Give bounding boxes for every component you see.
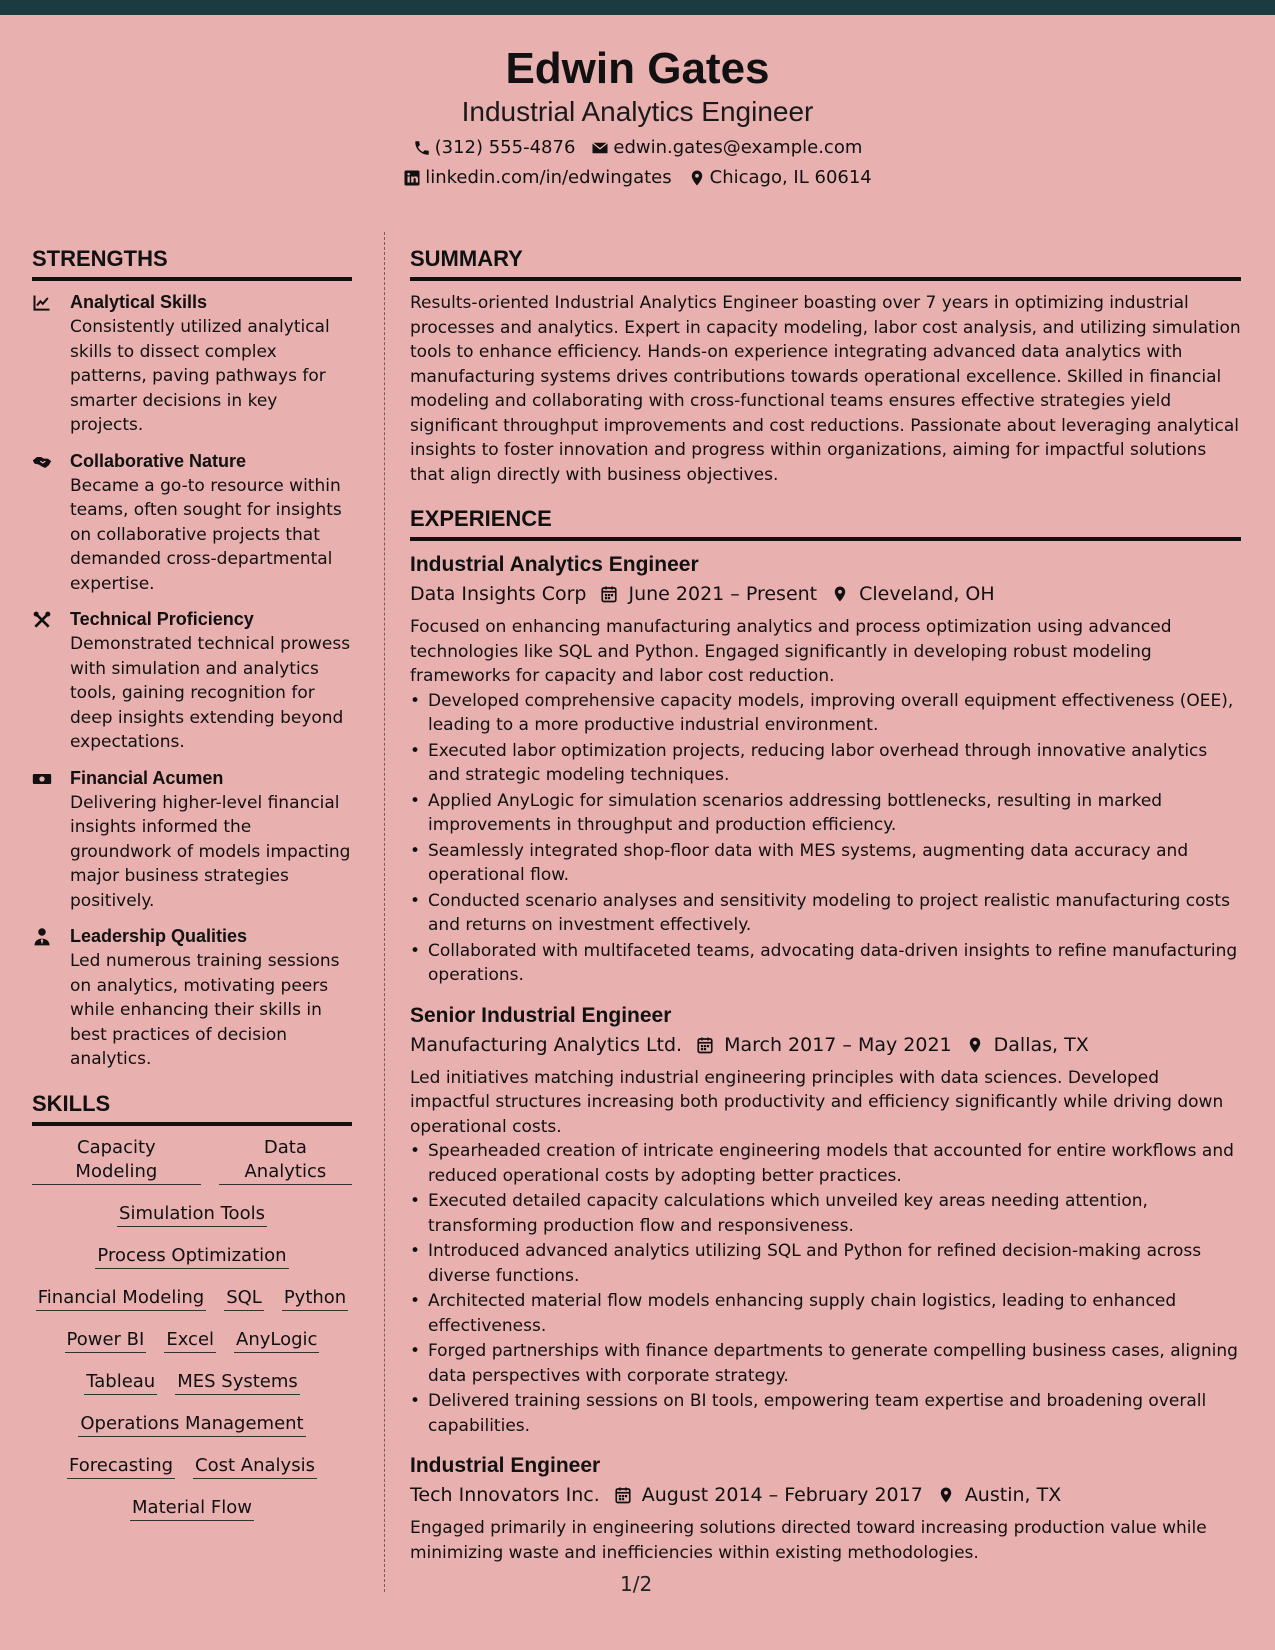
- strength-title: Financial Acumen: [70, 767, 224, 788]
- skill-row: [32, 1454, 352, 1479]
- linkedin-text: linkedin.com/in/edwingates: [425, 167, 672, 188]
- bullet-item: • Conducted scenario analyses and sensitivity modeling to project realistic manufacturing costs and returns on investment effectively.: [410, 889, 1241, 938]
- map-pin-icon: [966, 1036, 984, 1054]
- contact-row-1: [0, 137, 1275, 159]
- job-entry: [410, 1002, 1241, 1439]
- skill-row: [32, 1136, 352, 1185]
- skill-tag: Simulation Tools: [117, 1202, 267, 1227]
- contact-row-2: [0, 167, 1275, 189]
- skill-row: [32, 1370, 352, 1395]
- job-title: Industrial Analytics Engineer: [410, 553, 699, 576]
- skill-row: [32, 1286, 352, 1311]
- experience-heading: EXPERIENCE: [410, 505, 1241, 541]
- skill-tag: Data Analytics: [219, 1136, 352, 1185]
- strength-title: Technical Proficiency: [70, 609, 254, 629]
- map-pin-icon: [937, 1486, 955, 1504]
- skill-tag: SQL: [224, 1286, 264, 1311]
- page-number: 1/2: [620, 1572, 653, 1596]
- job-location: Cleveland, OH: [859, 583, 995, 605]
- skill-row: [32, 1412, 352, 1437]
- skill-tag: Process Optimization: [95, 1244, 288, 1269]
- calendar-icon: [614, 1486, 632, 1504]
- right-column: [410, 245, 1241, 1579]
- email-item: [591, 137, 862, 159]
- skill-tag: Financial Modeling: [36, 1286, 206, 1311]
- skills-list: [32, 1136, 352, 1521]
- candidate-title: Industrial Analytics Engineer: [461, 96, 814, 127]
- skill-row: [32, 1496, 352, 1521]
- strength-item: [32, 925, 352, 1072]
- strength-text: Became a go-to resource within teams, often sought for insights on collaborative projects that demanded cross-departmental expertise.: [70, 475, 342, 594]
- job-location: Dallas, TX: [993, 1033, 1089, 1056]
- bullet-item: • Seamlessly integrated shop-floor data with MES systems, augmenting data accuracy and operational flow.: [410, 839, 1241, 888]
- bullet-item: • Applied AnyLogic for simulation scenarios addressing bottlenecks, resulting in marked improvements in throughput and production efficiency.: [410, 789, 1241, 838]
- skill-row: [32, 1202, 352, 1227]
- calendar-icon: [600, 585, 618, 603]
- phone-item: [413, 137, 576, 159]
- column-divider: [384, 232, 385, 1592]
- bullet-item: • Collaborated with multifaceted teams, advocating data-driven insights to refine manufacturing operations.: [410, 939, 1241, 988]
- skills-heading: SKILLS: [32, 1090, 352, 1126]
- candidate-name: Edwin Gates: [505, 44, 770, 93]
- phone-icon: [413, 139, 431, 157]
- job-bullets: [410, 1139, 1241, 1438]
- job-company: Data Insights Corp: [410, 583, 587, 605]
- handshake-icon: [32, 452, 52, 472]
- skill-tag: Excel: [164, 1328, 216, 1353]
- summary-text: Results-oriented Industrial Analytics Engineer boasting over 7 years in optimizing industrial processes and analytics. Expert in capacity modeling, labor cost analysis, and utilizing simulation tools to enhance efficiency. Hands-on experience integrating advanced data analytics with manufacturing systems drives contributions towards operational excellence. Skilled in financial modeling and collaborating with cross-functional teams ensures effective strategies yield significant throughput improvements and cost reductions. Passionate about leveraging analytical insights to foster innovation and progress within organizations, aiming for impactful solutions that align directly with business objectives.: [410, 293, 1241, 485]
- strength-title: Collaborative Nature: [70, 450, 247, 471]
- skill-tag: Material Flow: [130, 1496, 254, 1521]
- summary-heading: SUMMARY: [410, 245, 1241, 281]
- map-pin-icon: [688, 169, 706, 187]
- job-description: Led initiatives matching industrial engineering principles with data sciences. Developed impactful structures increasing both productivity and efficiency significantly while driving down operational costs.: [410, 1067, 1224, 1137]
- bullet-item: • Introduced advanced analytics utilizing SQL and Python for refined decision-making across diverse functions.: [410, 1239, 1241, 1288]
- envelope-icon: [591, 139, 609, 157]
- bullet-item: • Developed comprehensive capacity models, improving overall equipment effectiveness (OEE), leading to a more productive industrial environment.: [410, 689, 1241, 738]
- bullet-item: • Delivered training sessions on BI tools, empowering team expertise and broadening overall capabilities.: [410, 1389, 1241, 1438]
- job-bullets: [410, 689, 1241, 988]
- location-text: Chicago, IL 60614: [709, 167, 872, 188]
- email-text: edwin.gates@example.com: [613, 137, 863, 158]
- skill-tag: Capacity Modeling: [32, 1136, 201, 1185]
- skill-tag: Tableau: [84, 1370, 157, 1395]
- phone-text: (312) 555-4876: [434, 137, 576, 158]
- strength-item: [32, 767, 352, 914]
- skill-row: [32, 1244, 352, 1269]
- strength-text: Consistently utilized analytical skills to dissect complex patterns, paving pathways for smarter decisions in key projects.: [70, 317, 330, 435]
- job-title: Senior Industrial Engineer: [410, 1003, 672, 1027]
- skill-tag: Forecasting: [67, 1454, 175, 1479]
- strength-title: Analytical Skills: [70, 292, 208, 312]
- bullet-item: • Executed labor optimization projects, reducing labor overhead through innovative analytics and strategic modeling techniques.: [410, 739, 1241, 788]
- job-dates: August 2014 – February 2017: [641, 1484, 923, 1506]
- bullet-item: • Architected material flow models enhancing supply chain logistics, leading to enhanced effectiveness.: [410, 1289, 1241, 1338]
- skill-tag: Cost Analysis: [193, 1454, 317, 1479]
- location-item: [688, 167, 872, 189]
- skill-tag: Operations Management: [78, 1412, 305, 1437]
- strength-item: [32, 291, 352, 438]
- strength-text: Led numerous training sessions on analytics, motivating peers while enhancing their skills in best practices of decision analytics.: [70, 951, 340, 1069]
- linkedin-icon: [403, 169, 421, 187]
- top-accent-bar: [0, 0, 1275, 15]
- strength-item: [32, 450, 352, 597]
- job-title: Industrial Engineer: [410, 1454, 601, 1477]
- skill-tag: Power BI: [65, 1328, 147, 1353]
- job-company: Tech Innovators Inc.: [410, 1484, 600, 1506]
- strength-text: Demonstrated technical prowess with simulation and analytics tools, gaining recognition for deep insights extending beyond expectations.: [70, 634, 351, 752]
- job-company: Manufacturing Analytics Ltd.: [410, 1033, 683, 1056]
- job-description: Engaged primarily in engineering solutions directed toward increasing production value while minimizing waste and inefficiencies within existing methodologies.: [410, 1518, 1207, 1563]
- map-pin-icon: [831, 585, 849, 603]
- job-dates: March 2017 – May 2021: [724, 1033, 952, 1056]
- bullet-item: • Forged partnerships with finance departments to generate compelling business cases, aligning data perspectives with corporate strategy.: [410, 1339, 1241, 1388]
- skill-row: [32, 1328, 352, 1353]
- skill-tag: MES Systems: [175, 1370, 300, 1395]
- bullet-item: • Spearheaded creation of intricate engineering models that accounted for entire workflows and reduced operational costs by adopting better practices.: [410, 1139, 1241, 1188]
- strength-item: [32, 608, 352, 755]
- tools-icon: [32, 610, 52, 630]
- skill-tag: Python: [282, 1286, 348, 1311]
- job-meta: [410, 579, 1241, 609]
- job-location: Austin, TX: [964, 1484, 1062, 1506]
- job-dates: June 2021 – Present: [628, 583, 818, 605]
- calendar-icon: [696, 1036, 714, 1054]
- job-meta: [410, 1030, 1241, 1060]
- resume-header: [0, 15, 1275, 205]
- strengths-heading: STRENGTHS: [32, 245, 352, 281]
- chart-line-icon: [32, 293, 52, 313]
- skill-tag: AnyLogic: [234, 1328, 319, 1353]
- left-column: [32, 245, 352, 1538]
- strength-text: Delivering higher-level financial insights informed the groundwork of models impacting major business strategies positively.: [70, 792, 351, 911]
- job-entry: [410, 1452, 1241, 1565]
- strength-title: Leadership Qualities: [70, 926, 248, 946]
- job-description: Focused on enhancing manufacturing analytics and process optimization using advanced technologies like SQL and Python. Engaged significantly in developing robust modeling frameworks for capacity and labor cost reduction.: [410, 617, 1172, 686]
- bullet-item: • Executed detailed capacity calculations which unveiled key areas needing attention, transforming production flow and responsiveness.: [410, 1189, 1241, 1238]
- linkedin-item: [403, 167, 671, 189]
- money-icon: [32, 769, 52, 789]
- job-entry: [410, 551, 1241, 988]
- job-meta: [410, 1480, 1241, 1510]
- user-tie-icon: [32, 927, 52, 947]
